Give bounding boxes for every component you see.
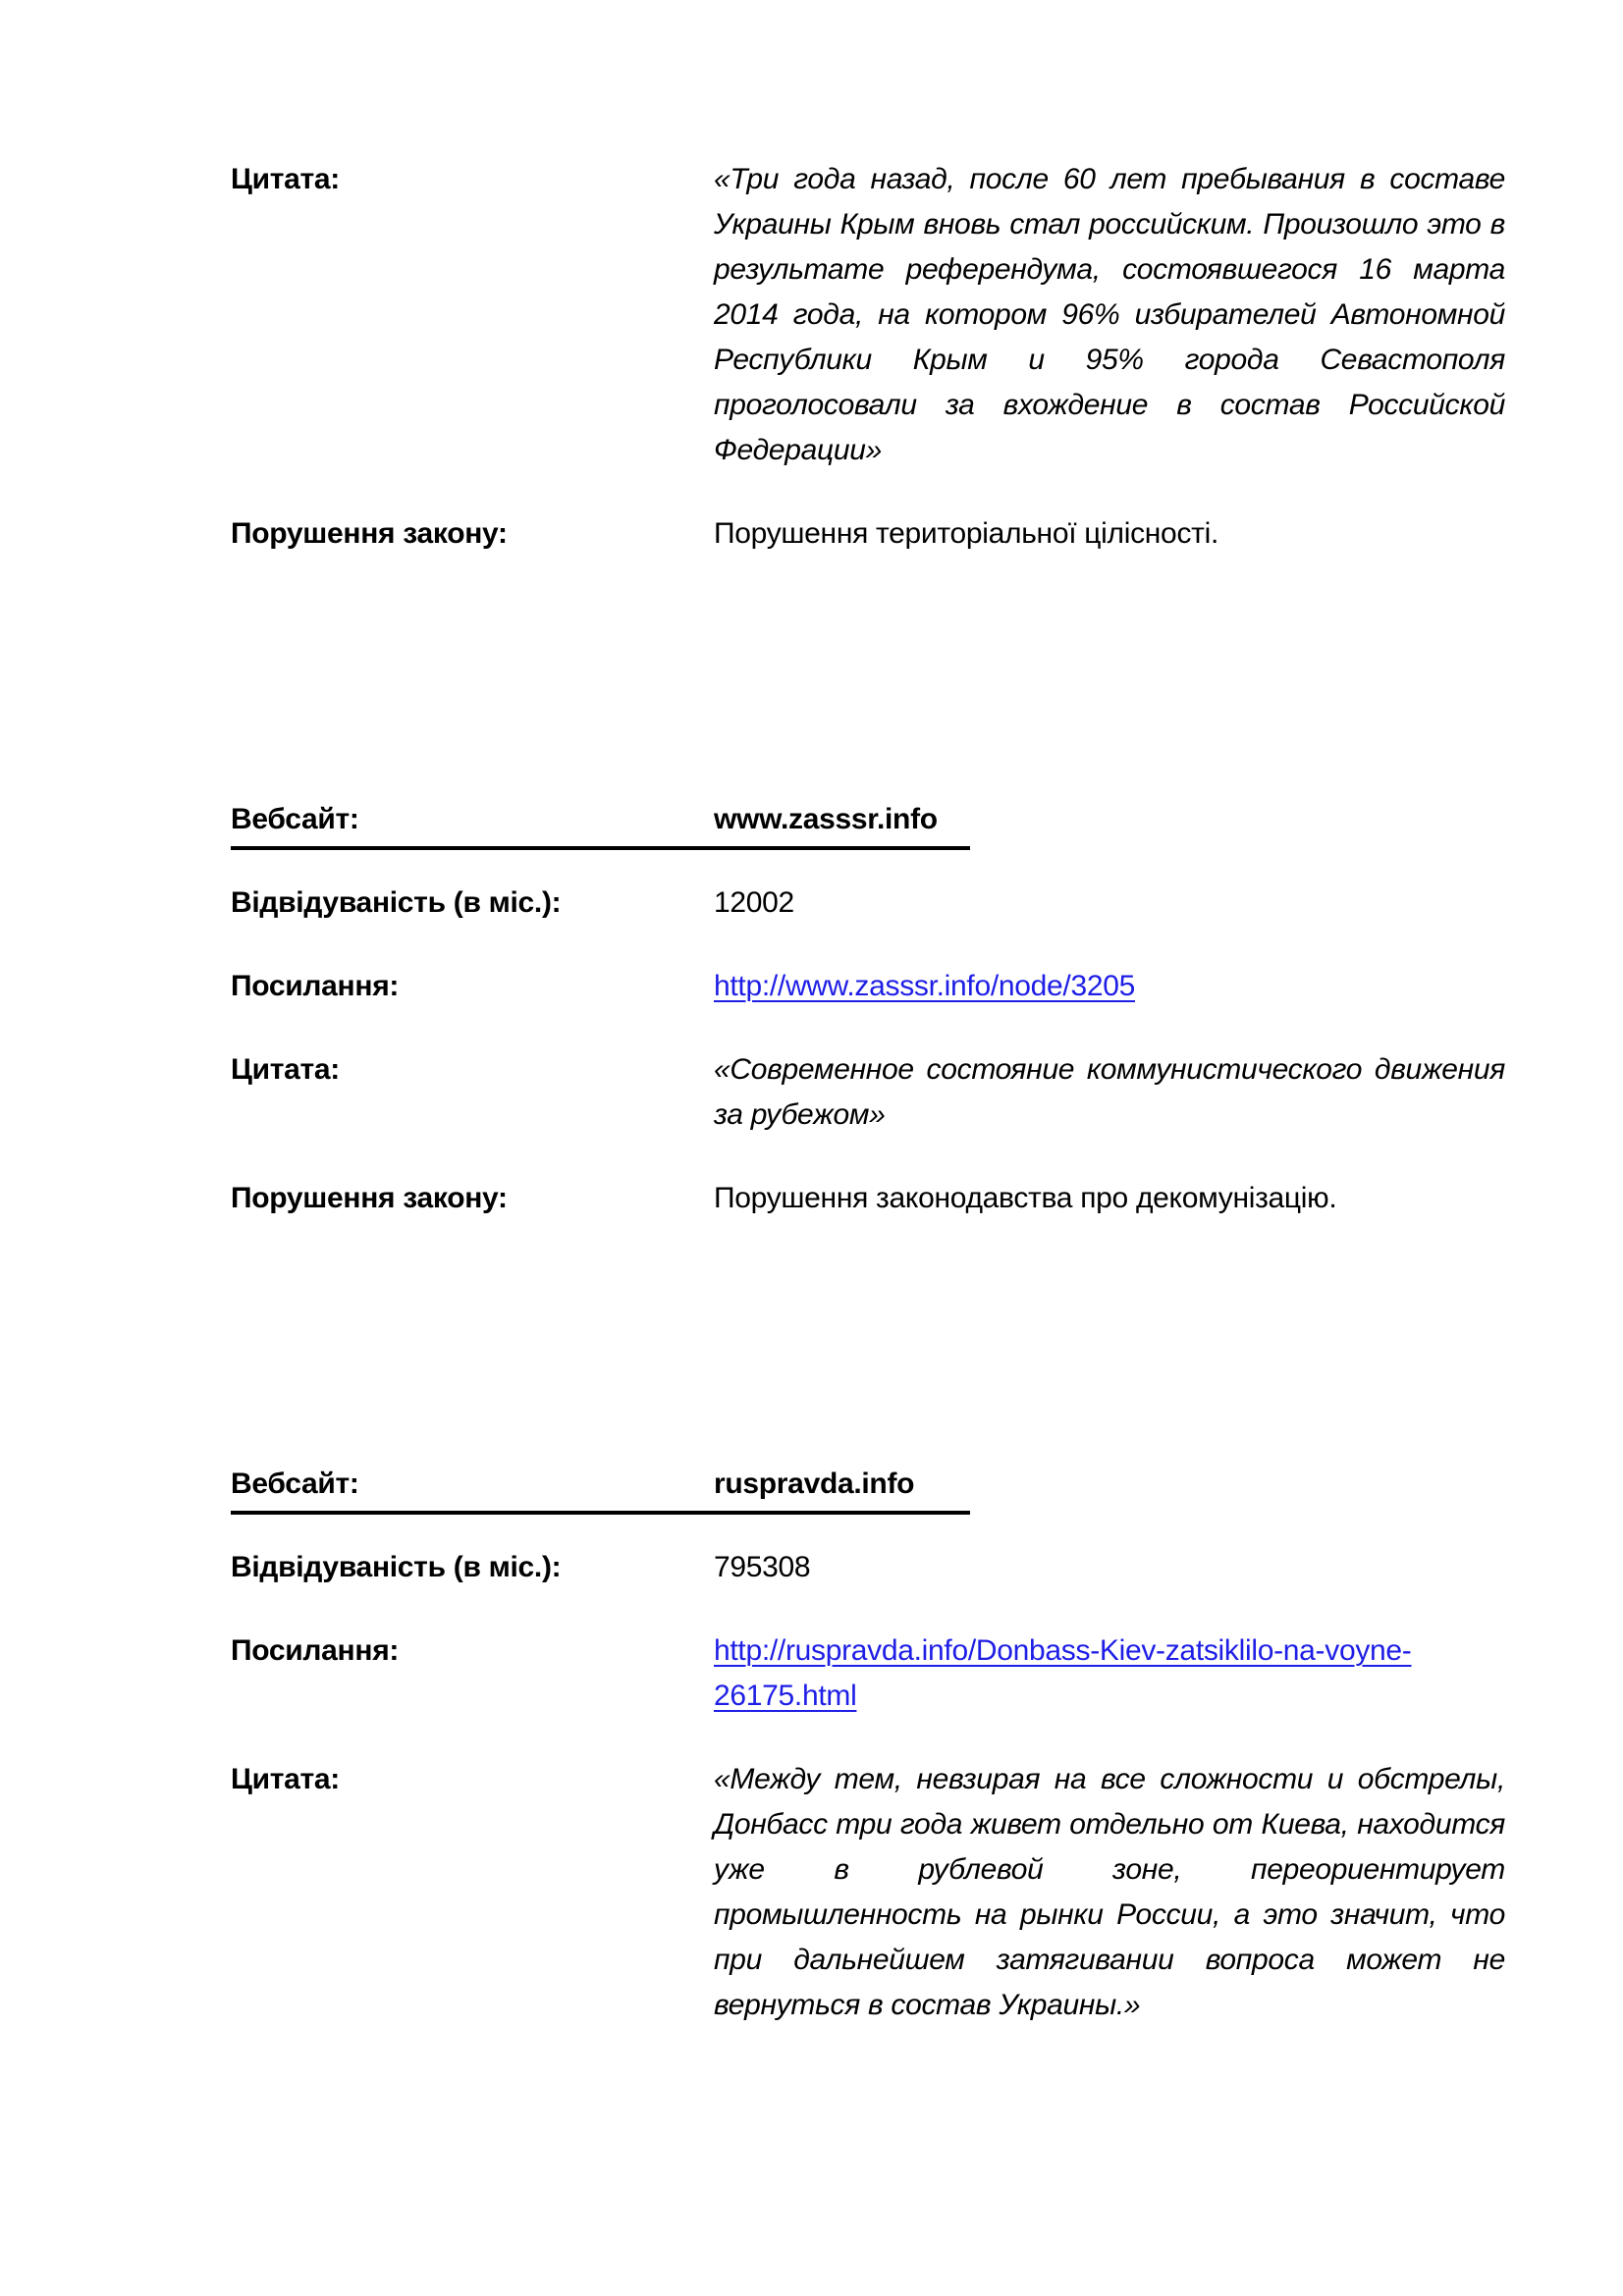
article-link[interactable]: http://ruspravda.info/Donbass-Kiev-zatsiklilo-na-voyne-26175.html <box>714 1634 1412 1712</box>
link-row <box>231 964 1507 1009</box>
quote-label: Цитата: <box>231 1763 341 1795</box>
quote-row <box>231 157 1507 473</box>
violation-label: Порушення закону: <box>231 517 508 550</box>
link-row <box>231 1629 1507 1719</box>
quote-text: «Современное состояние коммунистического движения за рубежом» <box>714 1053 1505 1131</box>
traffic-value: 795308 <box>714 1551 811 1583</box>
violation-row <box>231 511 1507 557</box>
violation-text: Порушення законодавства про декомунізацію. <box>714 1182 1337 1214</box>
website-label: Вебсайт: <box>231 803 359 835</box>
entry-section-3 <box>231 1462 1507 2028</box>
quote-label: Цитата: <box>231 163 341 195</box>
entry-section-2 <box>231 797 1507 1221</box>
violation-row <box>231 1176 1507 1221</box>
traffic-row <box>231 1545 1507 1590</box>
website-row <box>231 1462 970 1515</box>
quote-label: Цитата: <box>231 1053 341 1086</box>
link-label: Посилання: <box>231 1634 400 1667</box>
violation-label: Порушення закону: <box>231 1182 508 1214</box>
traffic-label: Відвідуваність (в міс.): <box>231 1551 562 1583</box>
quote-text: «Три года назад, после 60 лет пребывания в составе Украины Крым вновь стал российским. Произошло это в результате референдума, состоявшегося 16 марта 2014 года, на котором 96% избирателей Автономной Республики Крым и 95% города Севастополя проголосовали за вхождение в состав Российской Федерации» <box>714 163 1505 466</box>
website-label: Вебсайт: <box>231 1468 359 1500</box>
traffic-row <box>231 881 1507 926</box>
quote-text: «Между тем, невзирая на все сложности и обстрелы, Донбасс три года живет отдельно от Киева, находится уже в рублевой зоне, переориентирует промышленность на рынки России, а это значит, что при дальнейшем затягивании вопроса может не вернуться в состав Украины.» <box>714 1763 1505 2021</box>
traffic-value: 12002 <box>714 886 794 919</box>
entry-section-1 <box>231 157 1507 557</box>
website-row <box>231 797 970 850</box>
link-label: Посилання: <box>231 970 400 1002</box>
quote-row <box>231 1047 1507 1138</box>
website-name: www.zasssr.info <box>714 803 938 835</box>
traffic-label: Відвідуваність (в міс.): <box>231 886 562 919</box>
quote-row <box>231 1757 1507 2028</box>
article-link[interactable]: http://www.zasssr.info/node/3205 <box>714 970 1135 1002</box>
website-name: ruspravda.info <box>714 1468 915 1500</box>
violation-text: Порушення територіальної цілісності. <box>714 517 1218 550</box>
